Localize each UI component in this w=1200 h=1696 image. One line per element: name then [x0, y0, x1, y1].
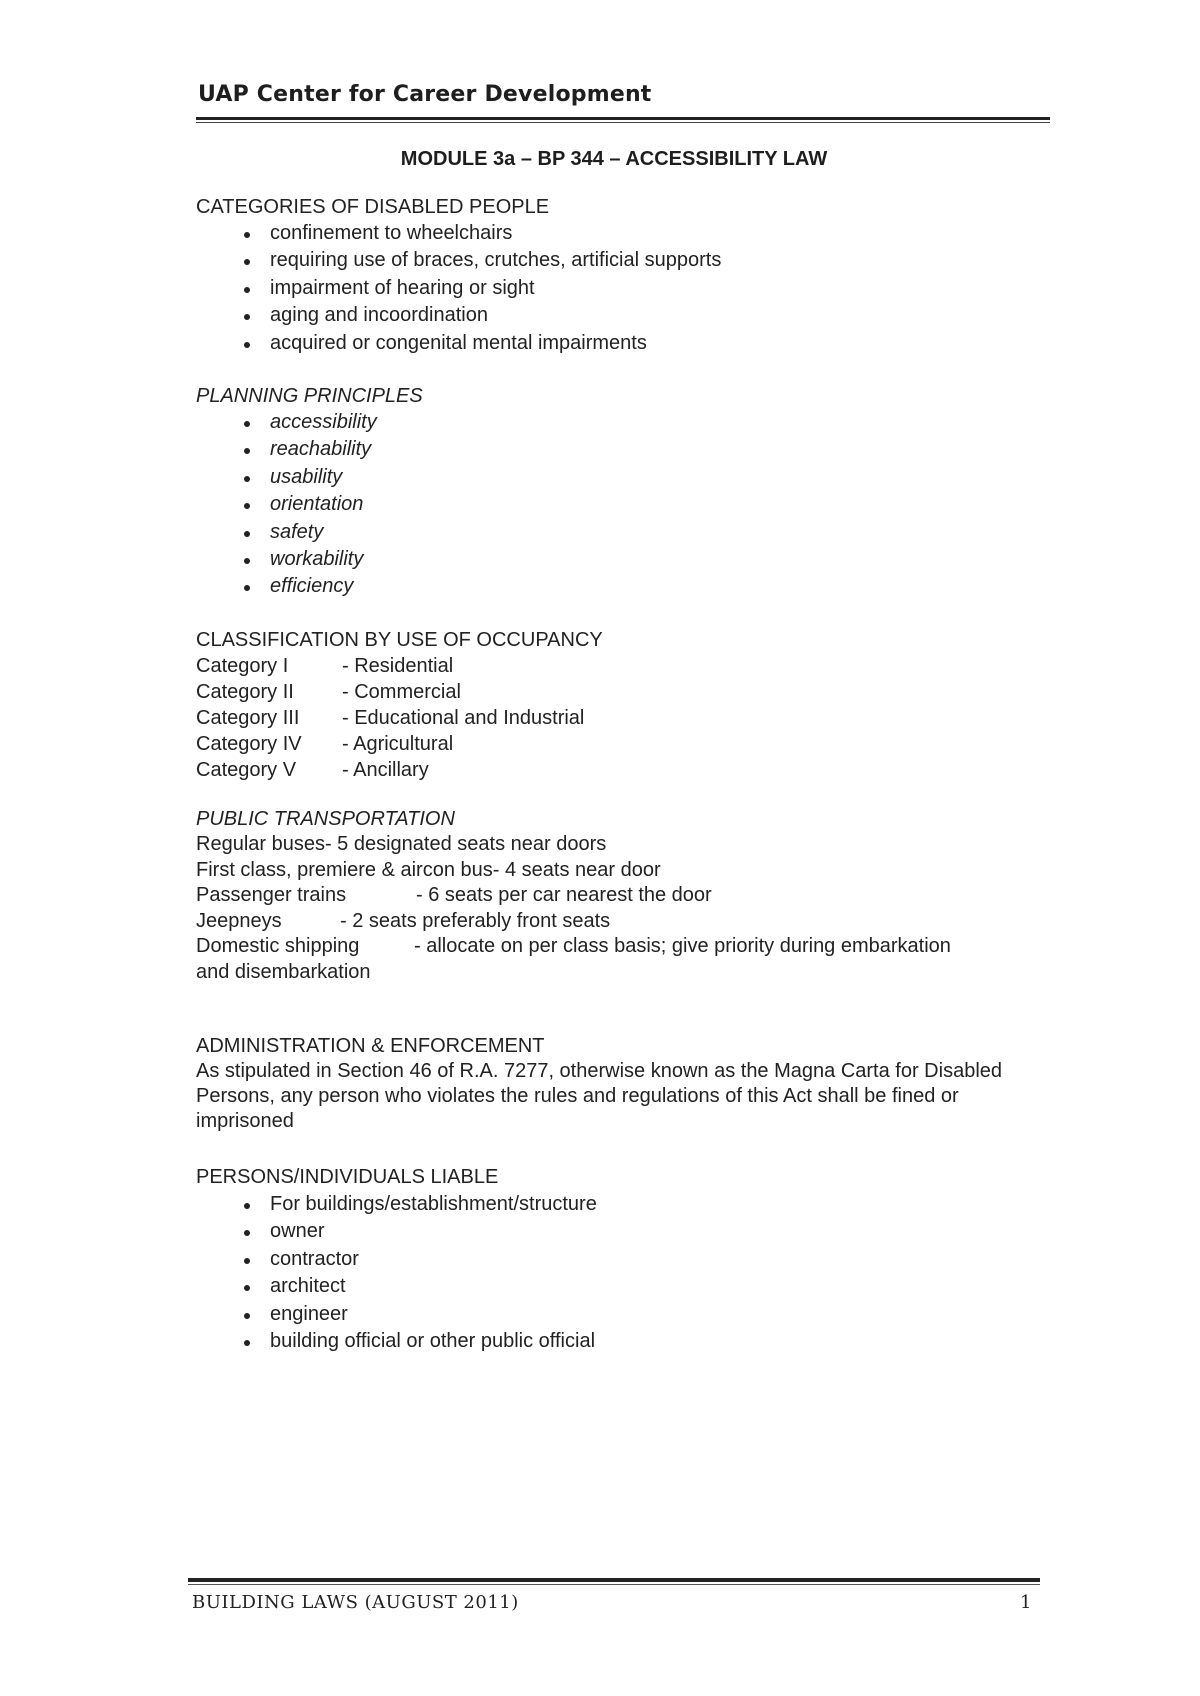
category-label: Category V [196, 759, 297, 781]
transport-value: - 2 seats preferably front seats [340, 909, 611, 932]
transport-value: - 6 seats per car nearest the door [416, 884, 712, 906]
list-item: impairment of hearing or sight [196, 275, 721, 302]
list-item: architect [196, 1273, 597, 1300]
section-administration [196, 1033, 1052, 1134]
list-item: efficiency [196, 573, 423, 600]
list-item: owner [196, 1218, 597, 1245]
transport-row [196, 883, 951, 909]
bullet-list [196, 1191, 597, 1355]
list-item: workability [196, 546, 423, 573]
transport-continuation: and disembarkation [196, 960, 371, 983]
list-item: accessibility [196, 409, 423, 436]
footer-rule [188, 1578, 1040, 1582]
transport-value: - allocate on per class basis; give priority during embarkation [414, 935, 951, 957]
section-categories-disabled [196, 194, 721, 357]
list-item: requiring use of braces, crutches, artificial supports [196, 247, 721, 274]
bullet-list [196, 409, 423, 601]
category-row [196, 679, 603, 705]
transport-label: Passenger trains [196, 884, 347, 906]
transport-value: - 4 seats near door [492, 858, 661, 881]
section-planning-principles [196, 383, 423, 601]
category-value: - Educational and Industrial [342, 707, 585, 729]
category-value: - Agricultural [342, 733, 454, 755]
transport-label: First class, premiere & aircon bus [196, 858, 493, 881]
section-persons-liable [196, 1164, 597, 1355]
section-heading: CATEGORIES OF DISABLED PEOPLE [196, 196, 550, 218]
transport-row [196, 909, 951, 935]
category-row [196, 653, 603, 679]
list-item: acquired or congenital mental impairments [196, 330, 721, 357]
transport-label: Regular buses [196, 833, 325, 855]
list-item: orientation [196, 491, 423, 518]
category-value: - Residential [342, 655, 454, 677]
list-item: contractor [196, 1246, 597, 1273]
footer-text: BUILDING LAWS (AUGUST 2011) [192, 1592, 519, 1613]
transport-row [196, 934, 951, 960]
category-label: Category I [196, 655, 289, 677]
header-rule [196, 117, 1050, 120]
category-label: Category III [196, 707, 300, 729]
list-item: usability [196, 464, 423, 491]
section-heading: PLANNING PRINCIPLES [196, 385, 423, 407]
list-item: building official or other public official [196, 1328, 597, 1355]
header-title: UAP Center for Career Development [198, 82, 652, 107]
category-row [196, 731, 603, 757]
list-item: safety [196, 519, 423, 546]
transport-label: Domestic shipping [196, 935, 360, 957]
module-title: MODULE 3a – BP 344 – ACCESSIBILITY LAW [400, 148, 828, 170]
list-item: aging and incoordination [196, 302, 721, 329]
section-heading: ADMINISTRATION & ENFORCEMENT [196, 1035, 545, 1057]
footer-rule-thin [188, 1584, 1040, 1585]
section-classification [196, 627, 603, 783]
transport-value: - 5 designated seats near doors [324, 833, 607, 855]
page-number: 1 [1020, 1592, 1032, 1613]
category-value: - Commercial [342, 681, 461, 703]
list-item: confinement to wheelchairs [196, 220, 721, 247]
transport-row [196, 832, 951, 858]
list-item: engineer [196, 1301, 597, 1328]
category-label: Category IV [196, 733, 302, 755]
section-public-transportation [196, 806, 951, 985]
section-heading: PERSONS/INDIVIDUALS LIABLE [196, 1166, 499, 1188]
header-rule-thin [196, 122, 1050, 123]
transport-label: Jeepneys [196, 909, 282, 932]
list-item: reachability [196, 436, 423, 463]
bullet-list [196, 220, 721, 357]
paragraph: As stipulated in Section 46 of R.A. 7277, otherwise known as the Magna Carta for Disabled Persons, any person who violates the rules and regulations of this Act shall be fined or imprisoned [196, 1060, 1003, 1132]
category-label: Category II [196, 681, 294, 703]
category-row [196, 757, 603, 783]
list-item: For buildings/establishment/structure [196, 1191, 597, 1218]
transport-row [196, 858, 951, 884]
section-heading: PUBLIC TRANSPORTATION [196, 808, 455, 830]
category-value: - Ancillary [342, 759, 429, 781]
section-heading: CLASSIFICATION BY USE OF OCCUPANCY [196, 629, 603, 651]
category-row [196, 705, 603, 731]
